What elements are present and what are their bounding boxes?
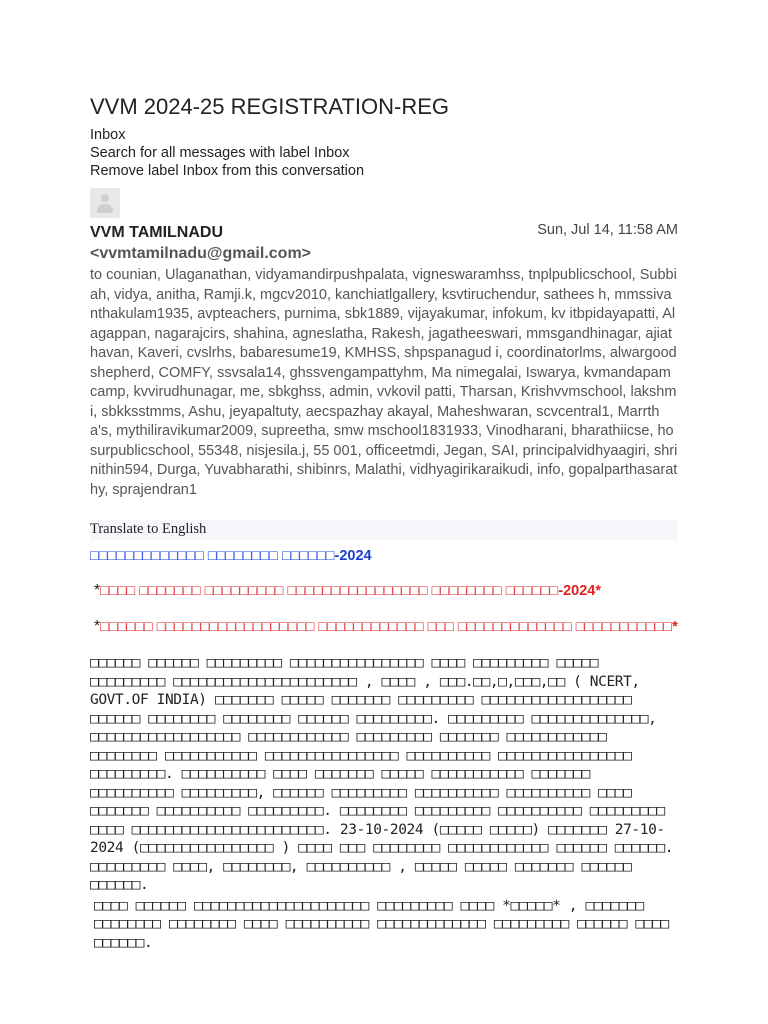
email-view bbox=[90, 94, 678, 952]
announcement-line-2 bbox=[90, 618, 678, 636]
sender-avatar-icon bbox=[90, 188, 120, 218]
search-label-link[interactable]: Search for all messages with label Inbox bbox=[90, 145, 350, 161]
inbox-label[interactable]: Inbox bbox=[90, 127, 126, 143]
email-date: Sun, Jul 14, 11:58 AM bbox=[537, 222, 678, 238]
star-marker: * bbox=[94, 618, 101, 635]
body-paragraph-2: □□□□ □□□□□□ □□□□□□□□□□□□□□□□□□□□□ □□□□□□□□□ □□□□ *□□□□□* , □□□□□□□ □□□□□□□□ □□□□□□□□ □□□□ □□□□□□□□□□ □□□□□□□□□□□□□ □□□□□□□□□ □□□□□□ □□□□ □□□□□□. bbox=[94, 897, 669, 951]
sender-name-block bbox=[90, 222, 410, 264]
body-paragraph-1: □□□□□□ □□□□□□ □□□□□□□□□ □□□□□□□□□□□□□□□□ □□□□ □□□□□□□□□ □□□□□ □□□□□□□□□ □□□□□□□□□□□□□□□□□□□□□□ , □□□□ , □□□.□□,□,□□□,□□ ( NCERT, GOVT.OF INDIA) □□□□□□□ □□□□□ □□□□□□□ □□□□□□□□□ □□□□□□□□□□□□□□□□□□ □□□□□□ □□□□□□□□ □□□□□□□□ □□□□□□ □□□□□□□□□. □□□□□□□□□ □□□□□□□□□□□□□□, □□□□□□□□□□□□□□□□□□ □□□□□□□□□□□□ □□□□□□□□□ □□□□□□□ □□□□□□□□□□□□ □□□□□□□□ □□□□□□□□□□□ □□□□□□□□□□□□□□□□ □□□□□□□□□□ □□□□□□□□□□□□□□□□ □□□□□□□□□. □□□□□□□□□□ □□□□ □□□□□□□ □□□□□ □□□□□□□□□□□ □□□□□□□ □□□□□□□□□□ □□□□□□□□□, □□□□□□ □□□□□□□□□ □□□□□□□□□□ □□□□□□□□□□ □□□□ □□□□□□□ □□□□□□□□□□ □□□□□□□□□. □□□□□□□□ □□□□□□□□□ □□□□□□□□□□ □□□□□□□□□ □□□□ □□□□□□□□□□□□□□□□□□□□□□□. 23-10-2024 (□□□□□ □□□□□) □□□□□□□ 27-10-2024 (□□□□□□□□□□□□□□□□ ) □□□□ □□□ □□□□□□□□ □□□□□□□□□□□□ □□□□□□ □□□□□□. □□□□□□□□□ □□□□, □□□□□□□□, □□□□□□□□□□ , □□□□□ □□□□□ □□□□□□□ □□□□□□ □□□□□□. bbox=[90, 655, 674, 893]
email-subject: VVM 2024-25 REGISTRATION-REG bbox=[90, 94, 450, 119]
sender-row bbox=[90, 222, 678, 264]
announcement-text-2: □□□□□□ □□□□□□□□□□□□□□□□□□ □□□□□□□□□□□□ □□□ □□□□□□□□□□□□□ □□□□□□□□□□□* bbox=[100, 619, 678, 635]
translate-link[interactable]: Translate to English bbox=[90, 520, 678, 540]
announcement-line-1 bbox=[90, 582, 678, 600]
recipients-list[interactable]: to counian, Ulaganathan, vidyamandirpushpalata, vigneswaramhss, tnplpublicschool, Subbiah, vidya, anitha, Ramji.k, mgcv2010, kanchiatlgallery, ksvtiruchendur, sathees h, mmssivanthakulam1935, avpteachers, purnima, sbk1889, vijayakumar, infokum, kv itbpidayapatti, Alagappan, nagarajcirs, shahina, agneslatha, Rakesh, jagatheeswari, mmsgandhinagar, ajiathavan, Kaveri, cvslrhs, babaresume19, KMHSS, shpspanagud i, coordinatorlms, alwargoodshepherd, COMFY, ssvsala14, ghssvengampattyhm, Ma nimegalai, Iswarya, kvmandapamcamp, kvvirudhunagar, me, sbkghss, admin, vvkovil patti, Tharsan, Krishvvmschool, lakshmi, sbkksstmms, Ashu, jeyapaltuty, aecspazhay akayal, Maheshwaran, scvcentral1, Marrtha's, mythiliravikumar2009, supreetha, smw mschool1831933, Vinodharani, bharathiicse, hosurpublicschool, 55348, nisjesila.j, 55 001, officeetmdi, Jegan, SAI, principalvidhyaagiri, shrinithin594, Durga, Yuvabharathi, shibinrs, Malathi, vidhyagirikaraikudi, info, gopalparthasarathy, sprajendran1 bbox=[90, 267, 678, 498]
announcement-text-1: □□□□ □□□□□□□ □□□□□□□□□ □□□□□□□□□□□□□□□□ □□□□□□□□ □□□□□□-2024* bbox=[100, 583, 602, 599]
remove-label-link[interactable]: Remove label Inbox from this conversation bbox=[90, 163, 365, 179]
body-heading: □□□□□□□□□□□□□ □□□□□□□□ □□□□□□-2024 bbox=[90, 548, 372, 564]
sender-name[interactable]: VVM TAMILNADU bbox=[90, 224, 224, 241]
sender-email: <vvmtamilnadu@gmail.com> bbox=[90, 245, 312, 262]
star-marker: * bbox=[94, 582, 101, 599]
